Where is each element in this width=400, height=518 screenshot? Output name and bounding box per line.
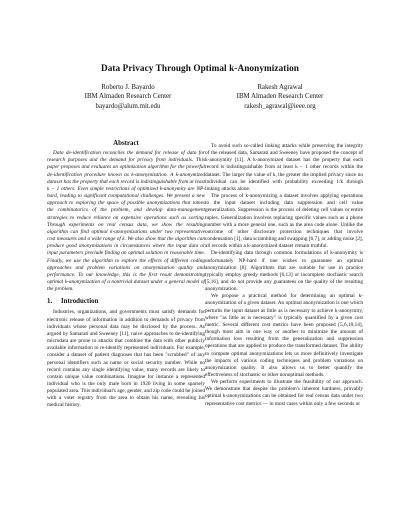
abstract-heading: Abstract <box>113 140 139 147</box>
body-paragraph-4: We propose a practical method for determining an optimal k-anonymization of a given dataset. An optimal anonymization is one which perturbs the input dataset as little as is necessary to achieve k-anonymity, where "as little as is necessary" is typically quantified by a given cost metric. Several different cost metrics have been proposed [5,6,10,14], though most aim in one way or another to minimize the amount of information loss resulting from the generalization and suppression operations that are applied to produce the transformed dataset. The ability to compute optimal anonymizations lets us more definitively investigate the impacts of various coding techniques and problem variations on anonymization quality. It also allows us to better quantify the effectiveness of stochastic or other nonoptimal methods. <box>205 293 363 378</box>
section-heading <box>47 298 205 305</box>
left-column <box>47 140 205 410</box>
author-name: Roberto J. Bayardo <box>101 84 155 91</box>
author-affiliation: IBM Almaden Research Center <box>84 93 172 101</box>
author-block-2 <box>212 83 348 111</box>
body-paragraph-1: To avoid such so-called linking attacks while preserving the integrity of the released data, Samarati and Sweeney have proposed the concept of k-anonymity [11]. A k-anonymized dataset has the property that each record is indistinguishable from at least k − 1 other records within the dataset. The larger the value of k, the greater the implied privacy since no individual can be identified with probability exceeding 1/k through linking attacks alone. <box>205 143 363 192</box>
author-name: Rakesh Agrawal <box>257 84 303 91</box>
author-block-1 <box>62 83 194 111</box>
body-paragraph-2: The process of k-anonymizing a dataset involves applying operations to the input dataset including data suppression and cell value generalization. Suppression is the process of deleting cell values or entire tuples. Generalization involves replacing specific values such as a phone number with a more general one, such as the area code alone. Unlike the outcome of other disclosure protection techniques that involve condensation [1], data scrambling and swapping [6,7], or adding noise [2], all records within a k-anonymized dataset remain truthful. <box>205 193 363 250</box>
body-paragraph-3: De-identifying data through common formulations of k-anonymity is unfortunately NP-hard if one wishes to guarantee an optimal anonymization [8]. Algorithms that are suitable for use in practice typically employ greedy methods [6,13] or incomplete stochastic search [5,16], and do not provide any guarantees on the quality of the resulting anonymization. <box>205 250 363 293</box>
author-email: bayardo@alum.mit.edu <box>95 102 161 110</box>
abstract-text: Data de-identification reconciles the demand for release of data for research purposes and the demand for privacy from individuals. This paper proposes and evaluates an optimization algorithm for the powerful de-identification procedure known as k-anonymization. A k-anonymized dataset has the property that each record is indistinguishable from at least k − 1 others. Even simple restrictions of optimized k-anonymity are NP-hard, leading to significant computational challenges. We present a new approach to exploring the space of possible anonymizations that tames the combinatorics of the problem, and develop data-management strategies to reduce reliance on expensive operations such as sorting. Through experiments on real census data, we show the resulting algorithm can find optimal k-anonymizations under two representative cost measures and a wide range of k. We also show that the algorithm can produce good anonymizations in circumstances where the input data or input parameters preclude finding an optimal solution in reasonable time. Finally, we use the algorithm to explore the effects of different coding approaches and problem variations on anonymization quality and performance. To our knowledge, this is the first result demonstrating optimal k-anonymization of a nontrivial dataset under a general model of the problem. <box>47 150 205 293</box>
author-affiliation: IBM Almaden Research Center <box>236 93 324 101</box>
section-number: 1. <box>47 298 53 306</box>
body-paragraph-5: We perform experiments to illustrate the feasibility of our approach. We demonstrate that despite the problem's inherent hardness, provably optimal k-anonymizations can be obtained for real census data under two representative cost metrics — in most cases within only a few seconds or <box>205 379 363 407</box>
section-title: Introduction <box>61 298 99 306</box>
intro-paragraph: Industries, organizations, and governments must satisfy demands for electronic release of information in addition to demands of privacy from individuals whose personal data may be disclosed by the process. As argued by Samarati and Sweeney [11], naive approaches to de-identifying microdata are prone to attacks that combine the data with other publicly available information to re-identify represented individuals. For example, consider a dataset of patient diagnoses that has been "scrubbed" of any personal identifiers such as name or social security number. While no record contains any single identifying value, many records are likely to contain unique value combinations. Imagine for instance a represented individual who is the only male born in 1920 living in some sparsely populated area. This individual's age, gender, and zip code could be joined with a voter registry from the area to obtain his name, revealing his medical history. <box>47 309 205 409</box>
author-email: rakesh_agrawal@ieee.org <box>244 102 316 110</box>
paper-title: Data Privacy Through Optimal k-Anonymization <box>100 63 300 73</box>
right-column <box>205 143 363 408</box>
